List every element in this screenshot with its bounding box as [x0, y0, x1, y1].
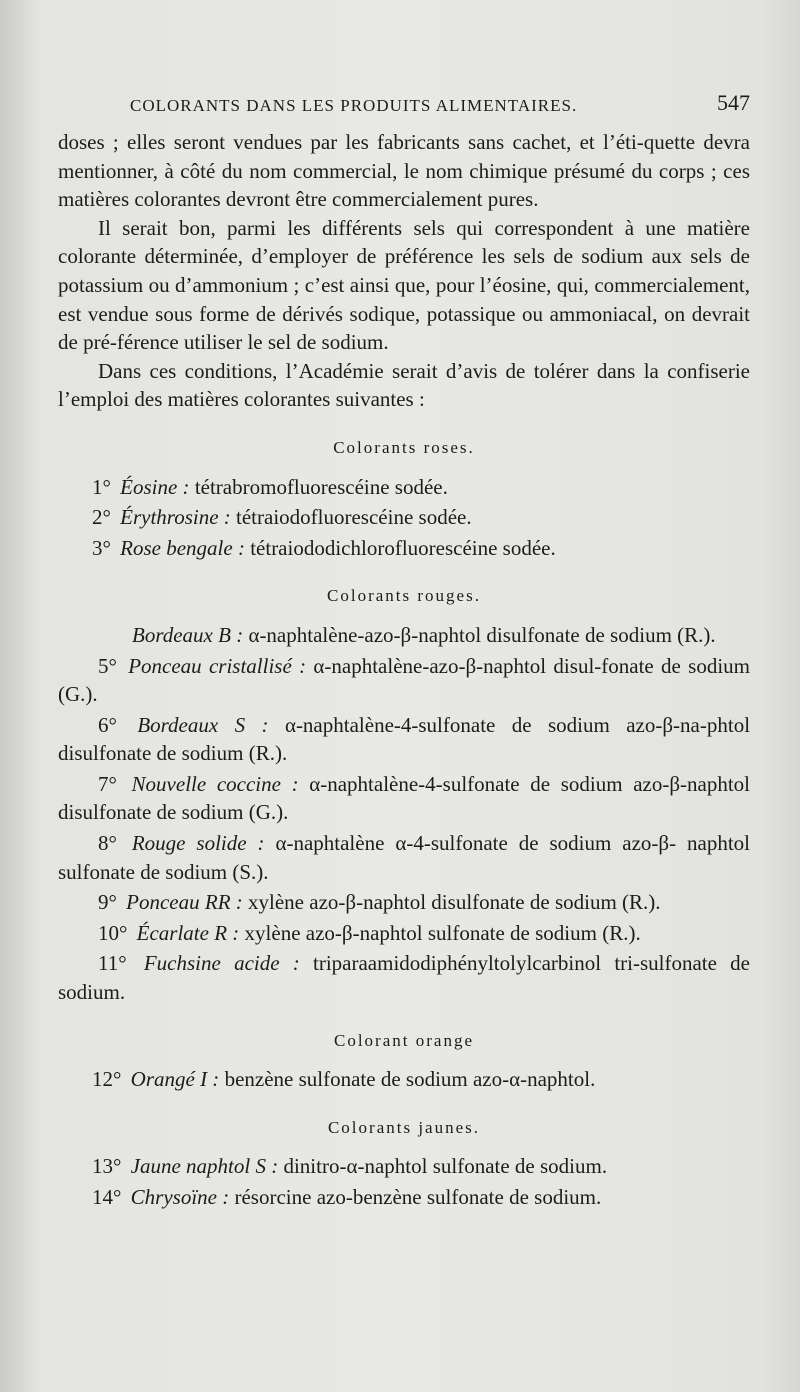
- list-item: [58, 621, 750, 650]
- item-name: Orangé I :: [130, 1067, 220, 1092]
- list-item: [58, 1065, 750, 1094]
- page-number: 547: [717, 90, 750, 115]
- item-description: α-naphtalène-4-sulfonate de sodium azo-β-na-phtol disulfonate de sodium (R.).: [58, 712, 751, 766]
- list-item: [58, 829, 750, 886]
- list-item: [58, 473, 750, 502]
- item-description: tétraiodofluorescéine sodée.: [236, 505, 472, 530]
- item-description: dinitro-α-naphtol sulfonate de sodium.: [283, 1154, 608, 1179]
- paragraph-academie: Dans ces conditions, l’Académie serait d’avis de tolérer dans la confiserie l’emploi des matières colorantes suivantes :: [58, 358, 750, 412]
- item-description: xylène azo-β-naphtol disulfonate de sodium (R.).: [248, 890, 661, 915]
- section-title-rouges: Colorants rouges.: [327, 586, 481, 606]
- item-name: Rouge solide :: [131, 831, 265, 856]
- item-number: 12°: [92, 1067, 122, 1092]
- item-name: Fuchsine acide :: [143, 951, 300, 976]
- item-description: tétrabromofluorescéine sodée.: [194, 474, 448, 499]
- item-name: Bordeaux S :: [137, 712, 269, 737]
- section-title-orange: Colorant orange: [334, 1030, 474, 1050]
- item-name: Ponceau cristallisé :: [128, 653, 307, 678]
- item-number: 8°: [98, 831, 117, 856]
- item-number: 14°: [92, 1185, 122, 1209]
- item-name: Jaune naphtol S :: [130, 1154, 279, 1179]
- running-title: COLORANTS DANS LES PRODUITS ALIMENTAIRES.: [130, 96, 578, 115]
- item-number: 5°: [98, 653, 117, 678]
- item-number: 7°: [98, 771, 117, 796]
- item-number: 10°: [98, 920, 128, 945]
- item-number: 2°: [92, 505, 111, 530]
- item-description: α-naphtalène-4-sulfonate de sodium azo-β-naphtol disulfonate de sodium (G.).: [58, 771, 751, 825]
- page-body: [58, 128, 750, 1214]
- item-name: Rose bengale :: [120, 535, 245, 560]
- item-description: benzène sulfonate de sodium azo-α-naphtol.: [224, 1067, 596, 1092]
- section-title-jaunes: Colorants jaunes.: [327, 1117, 481, 1137]
- list-item: [58, 534, 750, 563]
- list-item: [58, 888, 750, 917]
- item-description: xylène azo-β-naphtol sulfonate de sodium (R.).: [244, 920, 641, 945]
- list-item: [58, 1152, 750, 1181]
- list-orange: [58, 1065, 750, 1094]
- item-description: résorcine azo-benzène sulfonate de sodium.: [234, 1185, 602, 1209]
- list-jaunes: [58, 1152, 750, 1211]
- list-item: [58, 503, 750, 532]
- item-name: Éosine :: [120, 474, 190, 499]
- list-item: [58, 770, 750, 827]
- list-roses: [58, 473, 750, 563]
- paragraph-continued: doses ; elles seront vendues par les fabricants sans cachet, et l’éti-quette devra mentionner, à côté du nom commercial, le nom chimique présumé du corps ; ces matières colorantes devront être commercialement pures.: [58, 130, 750, 212]
- item-name: Érythrosine :: [120, 505, 231, 530]
- item-number: 9°: [98, 890, 117, 915]
- item-description: tétraiododichlorofluorescéine sodée.: [250, 535, 556, 560]
- item-name: Ponceau RR :: [126, 890, 243, 915]
- list-item: [58, 919, 750, 948]
- item-number: 6°: [98, 712, 117, 737]
- item-number: 1°: [92, 474, 111, 499]
- paragraph-sodium-salts: Il serait bon, parmi les différents sels qui correspondent à une matière colorante déterminée, d’employer de préférence les sels de sodium aux sels de potassium ou d’ammonium ; c’est ainsi que, pour l’éosine, qui, commercialement, est vendue sous forme de dérivés sodique, potassique ou ammoniacal, on devrait de pré-férence utiliser le sel de sodium.: [58, 215, 750, 355]
- item-description: α-naphtalène-azo-β-naphtol disul-fonate de sodium (G.).: [58, 653, 750, 707]
- list-rouges: [58, 621, 750, 1007]
- list-item: [58, 949, 750, 1006]
- item-description: triparaamidodiphényltolylcarbinol tri-sulfonate de sodium.: [58, 951, 750, 1005]
- item-name: Bordeaux B :: [132, 622, 244, 647]
- item-name: Chrysoïne :: [130, 1185, 230, 1209]
- list-item: [58, 711, 750, 768]
- item-description: α-naphtalène α-4-sulfonate de sodium azo-β- naphtol sulfonate de sodium (S.).: [58, 831, 750, 884]
- section-title-roses: Colorants roses.: [333, 437, 475, 457]
- item-name: Nouvelle coccine :: [131, 771, 299, 796]
- item-description: α-naphtalène-azo-β-naphtol disulfonate de sodium (R.).: [248, 622, 716, 647]
- item-number: 13°: [92, 1154, 122, 1179]
- item-name: Écarlate R :: [136, 920, 240, 945]
- item-number: 11°: [98, 951, 127, 976]
- item-number: 3°: [92, 535, 111, 560]
- list-item: [58, 1183, 750, 1212]
- list-item: [58, 652, 750, 709]
